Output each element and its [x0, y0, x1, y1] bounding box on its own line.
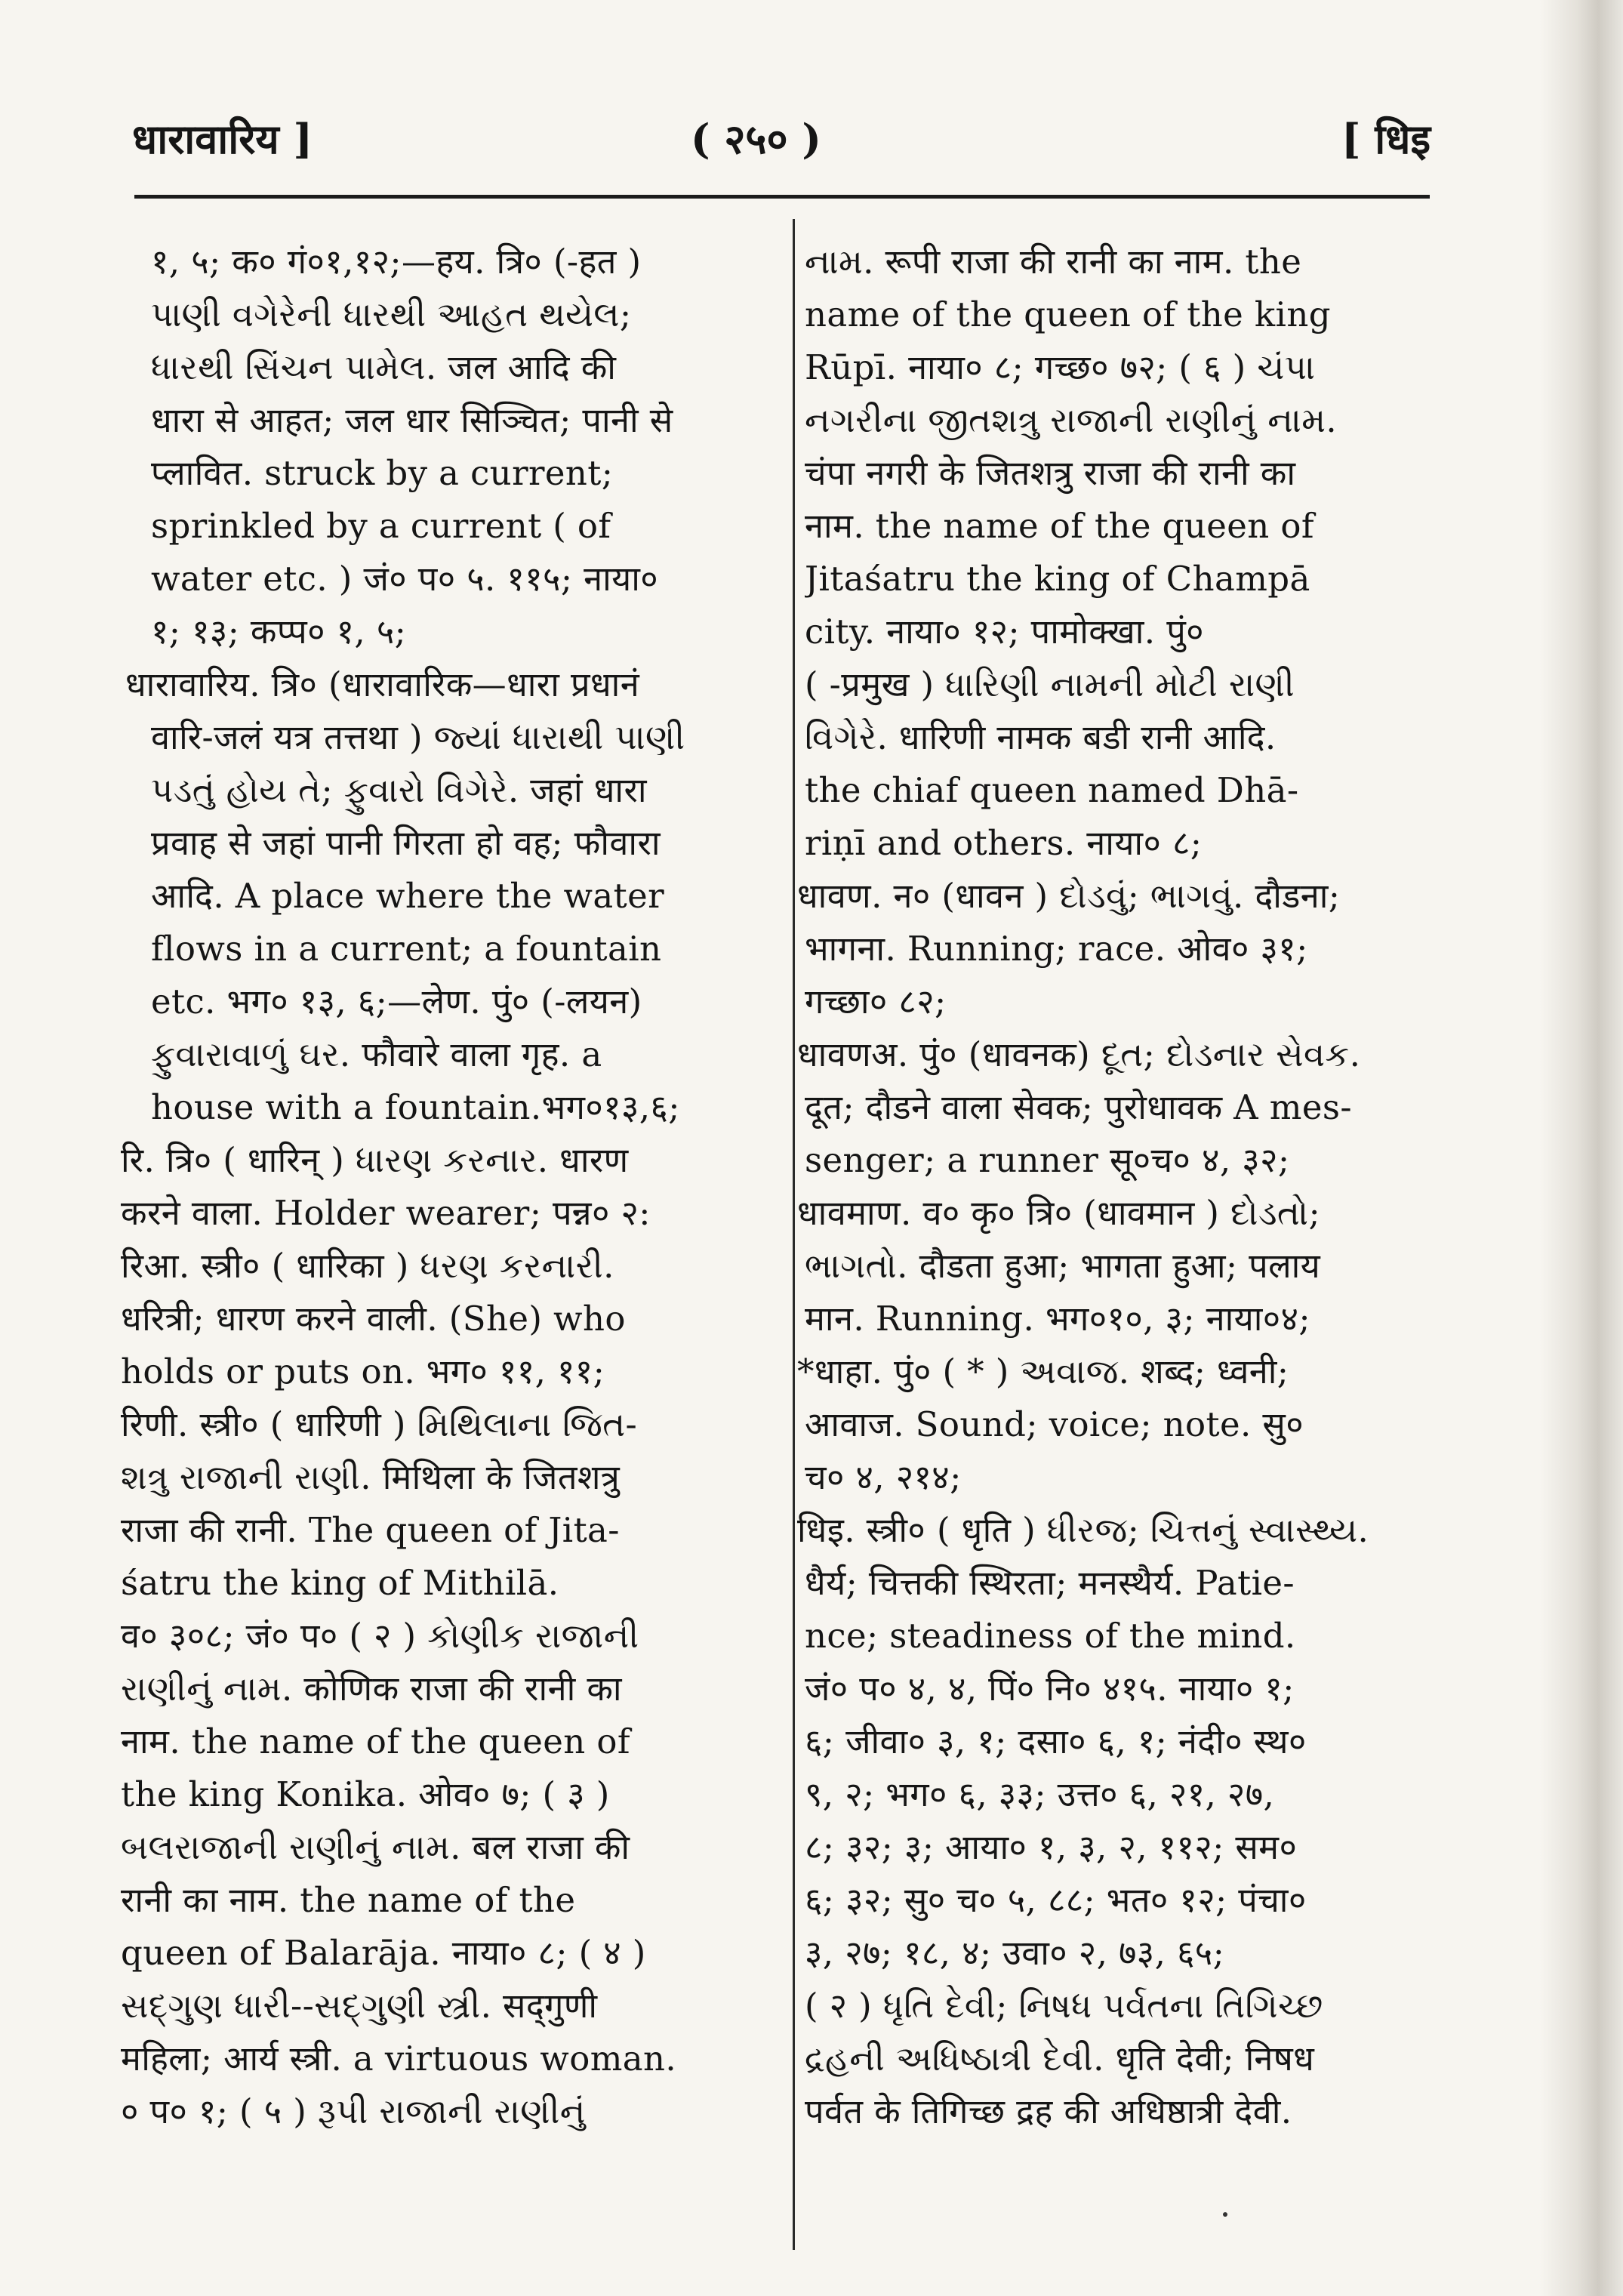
dictionary-line: आदि. A place where the water [151, 876, 665, 916]
dictionary-line: प्रवाह से जहां पानी गिरता हो वह; फौवारा [151, 823, 661, 863]
dictionary-line: queen of Balarāja. नाया० ८; ( ४ ) [121, 1933, 646, 1973]
dictionary-line: धिइ. स्त्री० ( धृति ) ધીરજ; ચિત્તનું સ્વાસ્થ્ય. [797, 1510, 1369, 1550]
header-right-keyword: [ धिइ [1341, 115, 1431, 163]
dictionary-line: senger; a runner सू०च० ४, ३२; [805, 1140, 1290, 1180]
dictionary-line: रानी का नाम. the name of the [121, 1880, 576, 1920]
dictionary-line: ( -प्रमुख ) ધારિણી નામની મોટી રાણી [805, 664, 1295, 704]
dictionary-line: वारि-जलं यत्र तत्तथा ) જ્યાં ધારાથી પાણી [151, 717, 685, 757]
right-column [797, 236, 1418, 2138]
dictionary-line: the king Konika. ओव० ७; ( ३ ) [121, 1774, 610, 1814]
dictionary-line: जं० प० ४, ४, पिं० नि० ४१५. नाया० १; [805, 1669, 1295, 1709]
dictionary-line: ફુવારાવાળું ઘર. फौवारे वाला गृह. a [151, 1034, 602, 1074]
dictionary-line: name of the queen of the king [805, 294, 1331, 334]
dictionary-line: धावण. न० (धावन ) દોડવું; ભાગવું. दौडना; [797, 876, 1341, 916]
dictionary-line: śatru the king of Mithilā. [121, 1563, 559, 1603]
header-rule [134, 195, 1430, 199]
dictionary-line: आवाज. Sound; voice; note. सु० [805, 1404, 1304, 1444]
dictionary-line: धारा से आहत; जल धार सिञ्चित; पानी से [151, 400, 673, 440]
dictionary-line: દ્રહની અધિષ્ઠાત્રી દેવી. धृति देवी; निषध [805, 2039, 1315, 2079]
dictionary-line: નગરીના જીતશત્રુ રાજાની રાણીનું નામ. [805, 400, 1338, 440]
dictionary-line: व० ३०८; जं० प० ( २ ) કોણીક રાજાની [121, 1616, 639, 1656]
left-column [121, 236, 755, 2138]
dictionary-line: चंपा नगरी के जितशत्रु राजा की रानी का [805, 453, 1296, 493]
dictionary-line: रिआ. स्त्री० ( धारिका ) ધરણ કરનારી. [121, 1246, 614, 1286]
dictionary-line: ભાગતો. दौडता हुआ; भागता हुआ; पलाय [805, 1246, 1321, 1286]
column-divider [793, 219, 795, 2250]
dictionary-line: શત્રુ રાજાની રાણી. मिथिला के जितशत्रु [121, 1457, 621, 1497]
speck-mark [1223, 2212, 1227, 2217]
dictionary-line: પડતું હોય તે; ફુવારો વિગેરે. जहां धारा [151, 770, 647, 810]
dictionary-line: नाम. the name of the queen of [805, 506, 1314, 546]
dictionary-line: गच्छा० ८२; [805, 982, 947, 1022]
dictionary-line: sprinkled by a current ( of [151, 506, 611, 546]
dictionary-line: *धाहा. पुं० ( * ) અવાજ. शब्द; ध्वनी; [797, 1351, 1289, 1391]
dictionary-line: નામ. रूपी राजा की रानी का नाम. the [805, 242, 1302, 282]
dictionary-line: करने वाला. Holder wearer; पन्न० २: [121, 1193, 651, 1233]
page-header [132, 102, 1431, 170]
dictionary-line: ९, २; भग० ६, ३३; उत्त० ६, २१, २७, [805, 1774, 1275, 1814]
dictionary-line: दूत; दौडने वाला सेवक; पुरोधावक A mes- [805, 1087, 1352, 1127]
dictionary-line: भागना. Running; race. ओव० ३१; [805, 929, 1308, 969]
dictionary-line: રાણીનું નામ. कोणिक राजा की रानी का [121, 1669, 622, 1709]
dictionary-line: राजा की रानी. The queen of Jita- [121, 1510, 620, 1550]
dictionary-line: धावमाण. व० कृ० त्रि० (धावमान ) દોડતો; [797, 1193, 1321, 1233]
dictionary-line: धावणअ. पुं० (धावनक) દૂત; દોડનાર સેવક. [797, 1034, 1361, 1074]
dictionary-line: १, ५; क० गं०१,१२;—हय. त्रि० (-हत ) [151, 242, 642, 282]
dictionary-line: etc. भग० १३, ६;—लेण. पुं० (-लयन) [151, 982, 642, 1022]
dictionary-line: मान. Running. भग०१०, ३; नाया०४; [805, 1299, 1310, 1339]
dictionary-line: Rūpī. नाया० ८; गच्छ० ७२; ( ६ ) ચંપા [805, 347, 1316, 387]
dictionary-line: house with a fountain.भग०१३,६; [151, 1087, 680, 1127]
dictionary-line: पर्वत के तिगिच्छ द्रह की अधिष्ठात्री देवी. [805, 2091, 1292, 2131]
dictionary-line: city. नाया० १२; पामोक्खा. पुं० [805, 612, 1204, 652]
dictionary-line: flows in a current; a fountain [151, 929, 662, 969]
dictionary-line: ધારથી સિંચન પામેલ. जल आदि की [151, 347, 617, 387]
dictionary-line: धरित्री; धारण करने वाली. (She) who [121, 1299, 626, 1339]
dictionary-line: नाम. the name of the queen of [121, 1721, 630, 1761]
page-edge-shadow [1540, 0, 1623, 2296]
dictionary-line: water etc. ) जं० प० ५. ११५; नाया० [151, 559, 659, 599]
dictionary-line: प्लावित. struck by a current; [151, 453, 614, 493]
dictionary-line: रि. त्रि० ( धारिन् ) ધારણ કરનાર. धारण [121, 1140, 629, 1180]
dictionary-line: ६; ३२; सु० च० ५, ८८; भत० १२; पंचा० [805, 1880, 1307, 1920]
dictionary-line: Jitaśatru the king of Champā [805, 559, 1310, 599]
dictionary-line: holds or puts on. भग० ११, ११; [121, 1351, 605, 1391]
dictionary-line: ० प० १; ( ५ ) રૂપી રાજાની રાણીનું [121, 2091, 586, 2131]
dictionary-line: the chiaf queen named Dhā- [805, 770, 1299, 810]
dictionary-line: महिला; आर्य स्त्री. a virtuous woman. [121, 2039, 677, 2079]
dictionary-line: ८; ३२; ३; आया० १, ३, २, ११२; सम० [805, 1827, 1298, 1867]
dictionary-line: १; १३; कप्प० १, ५; [151, 612, 407, 652]
dictionary-line: riṇī and others. नाया० ८; [805, 823, 1203, 863]
dictionary-line: સદ્‌ગુણ ધારી--સદ્‌ગુણી સ્ત્રી. सद्‌गुणी [121, 1986, 598, 2026]
dictionary-line: च० ४, २१४; [805, 1457, 962, 1497]
dictionary-line: પાણી વગેરેની ધારથી આહત થયેલ; [151, 294, 632, 334]
dictionary-line: બલરાજાની રાણીનું નામ. बल राजा की [121, 1827, 630, 1867]
header-left-keyword: धारावारिय ] [132, 115, 313, 163]
dictionary-line: ३, २७; १८, ४; उवा० २, ७३, ६५; [805, 1933, 1225, 1973]
page-number: ( २५० ) [691, 115, 821, 163]
dictionary-line: ६; जीवा० ३, १; दसा० ६, १; नंदी० स्थ० [805, 1721, 1307, 1761]
dictionary-line: વિગેરે. धारिणी नामक बडी रानी आदि. [805, 717, 1277, 757]
dictionary-line: रिणी. स्त्री० ( धारिणी ) મિથિલાના જિત- [121, 1404, 638, 1444]
dictionary-line: nce; steadiness of the mind. [805, 1616, 1296, 1656]
dictionary-line: धारावारिय. त्रि० (धारावारिक—धारा प्रधानं [125, 664, 640, 704]
dictionary-line: ( २ ) ધૃતિ દેવી; નિષધ પર્વતના તિગિચ્છ [805, 1986, 1323, 2026]
dictionary-line: धैर्य; चित्तकी स्थिरता; मनस्थैर्य. Patie- [805, 1563, 1295, 1603]
